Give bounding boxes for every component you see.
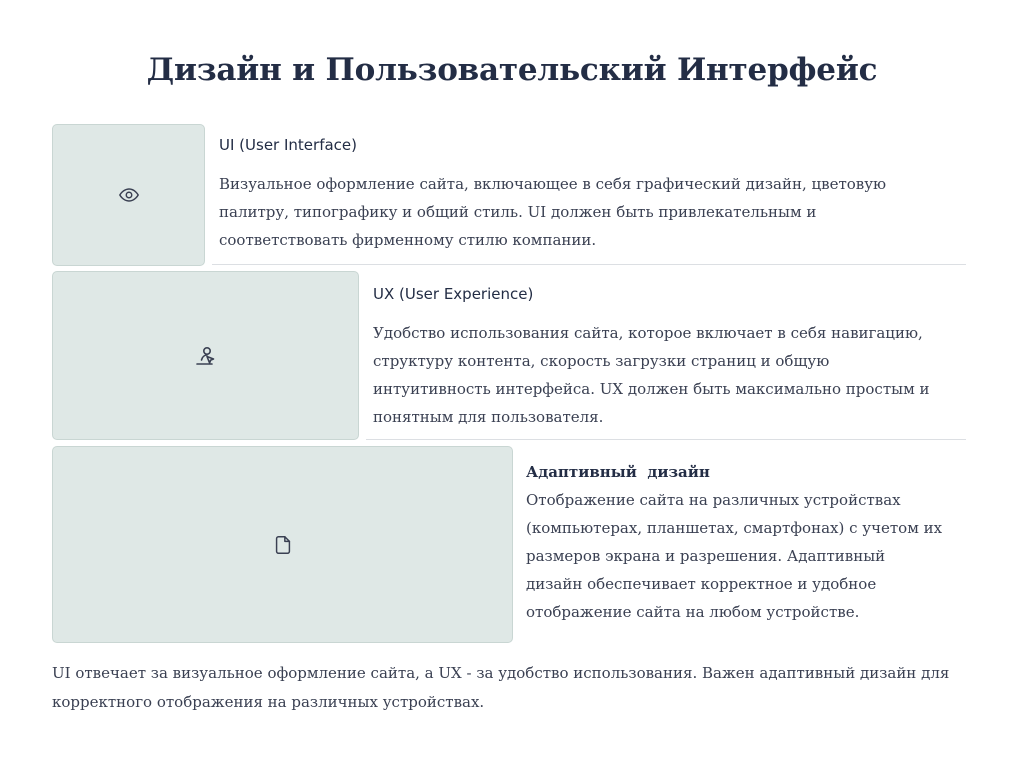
ux-section <box>373 285 963 431</box>
document-icon <box>272 534 294 556</box>
divider <box>366 439 966 440</box>
eye-icon <box>118 184 140 206</box>
ux-title: UX (User Experience) <box>373 285 534 303</box>
ux-icon-card <box>52 271 359 440</box>
ui-section <box>219 136 969 254</box>
page-title: Дизайн и Пользовательский Интерфейс <box>146 52 878 88</box>
adaptive-icon-card <box>52 446 513 643</box>
summary-text: UI отвечает за визуальное оформление сайта, а UX - за удобство использования. Важен адаптивный дизайн для корректного отображения на различных устройствах. <box>52 664 950 711</box>
ui-title: UI (User Interface) <box>219 136 357 154</box>
ux-description: Удобство использования сайта, которое включает в себя навигацию, структуру контента, скорость загрузки страниц и общую интуитивность интерфейса. UX должен быть максимально простым и понятным для пользователя. <box>373 324 930 426</box>
user-cursor-icon <box>194 344 218 368</box>
divider <box>212 264 966 265</box>
adaptive-section <box>526 463 951 626</box>
ui-description: Визуальное оформление сайта, включающее в себя графический дизайн, цветовую палитру, типографику и общий стиль. UI должен быть привлекательным и соответствовать фирменному стилю компании. <box>219 175 887 249</box>
ui-icon-card <box>52 124 205 266</box>
adaptive-description: Отображение сайта на различных устройствах (компьютерах, планшетах, смартфонах) с учетом их размеров экрана и разрешения. Адаптивный дизайн обеспечивает корректное и удобное отображение сайта на любом устройстве. <box>526 491 943 621</box>
adaptive-title: Адаптивный дизайн <box>526 463 710 481</box>
